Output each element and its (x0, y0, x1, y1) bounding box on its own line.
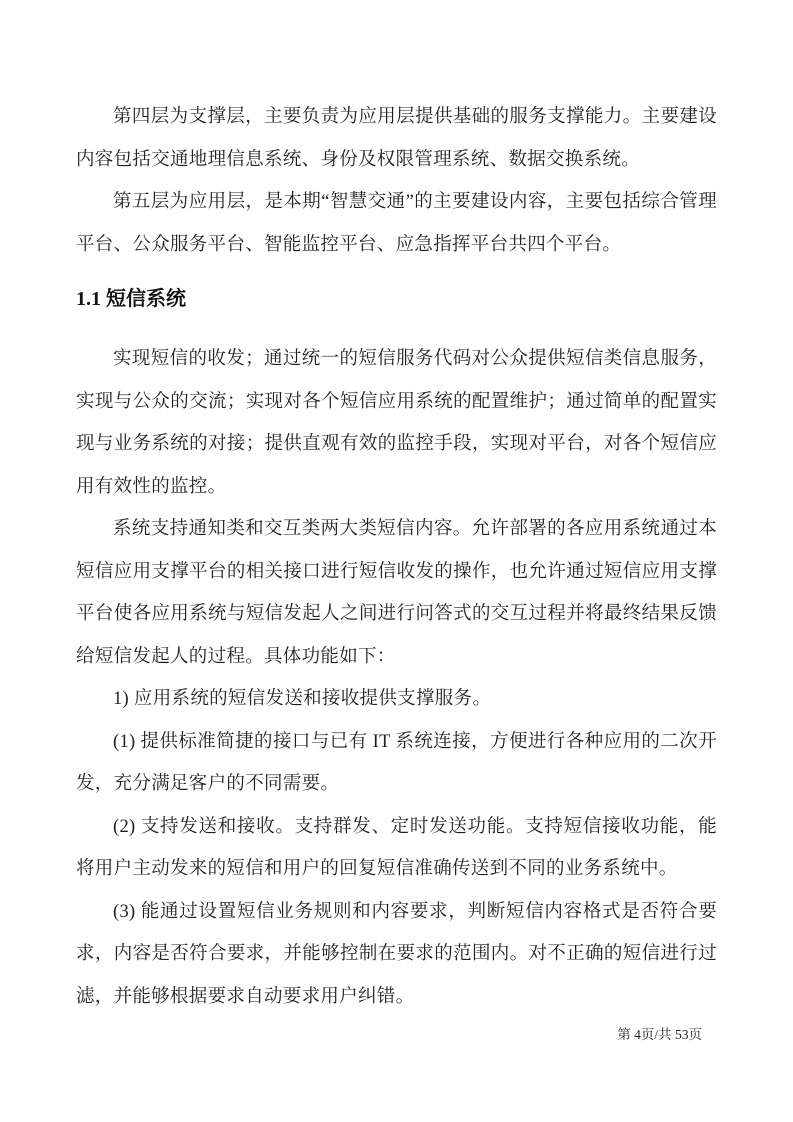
document-body (76, 96, 717, 1018)
section-heading-sms-system: 1.1 短信系统 (76, 288, 186, 310)
list-item-1-3: (3) 能通过设置短信业务规则和内容要求，判断短信内容格式是否符合要求，内容是否符合要求，并能够控制在要求的范围内。对不正确的短信进行过滤，并能够根据要求自动要求用户纠错。 (76, 901, 717, 1007)
paragraph-sms-overview: 实现短信的收发；通过统一的短信服务代码对公众提供短信类信息服务，实现与公众的交流；实现对各个短信应用系统的配置维护；通过简单的配置实现与业务系统的对接；提供直观有效的监控手段，实现对平台，对各个短信应用有效性的监控。 (76, 349, 717, 497)
paragraph-layer5: 第五层为应用层，是本期“智慧交通”的主要建设内容，主要包括综合管理平台、公众服务平台、智能监控平台、应急指挥平台共四个平台。 (76, 192, 717, 255)
paragraph-sms-support: 系统支持通知类和交互类两大类短信内容。允许部署的各应用系统通过本短信应用支撑平台的相关接口进行短信收发的操作，也允许通过短信应用支撑平台使各应用系统与短信发起人之间进行问答式的交互过程并将最终结果反馈给短信发起人的过程。具体功能如下： (76, 519, 717, 667)
list-item-1-2: (2) 支持发送和接收。支持群发、定时发送功能。支持短信接收功能，能将用户主动发来的短信和用户的回复短信准确传送到不同的业务系统中。 (76, 816, 717, 879)
page-number-indicator: 第 4页/共 53页 (617, 1027, 702, 1042)
list-item-1-1: (1) 提供标准简捷的接口与已有 IT 系统连接，方便进行各种应用的二次开发，充分满足客户的不同需要。 (76, 731, 717, 794)
paragraph-layer4: 第四层为支撑层，主要负责为应用层提供基础的服务支撑能力。主要建设内容包括交通地理信息系统、身份及权限管理系统、数据交换系统。 (76, 107, 717, 170)
list-item-1: 1) 应用系统的短信发送和接收提供支撑服务。 (113, 689, 492, 709)
